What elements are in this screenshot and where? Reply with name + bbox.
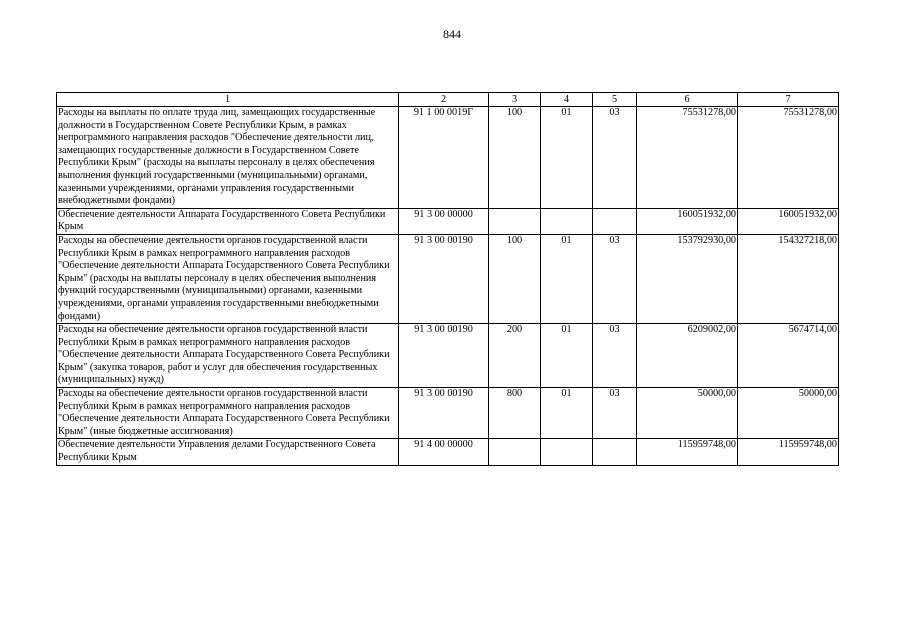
table-row bbox=[57, 107, 839, 209]
row-sum1-cell: 6209002,00 bbox=[637, 324, 738, 388]
row-name-cell: Расходы на обеспечение деятельности органов государственной власти Республики Крым в рамках непрограммного направления расходов "Обеспечение деятельности Аппарата Государственного Совета Республики Крым" (закупка товаров, работ и услуг для обеспечения государственных (муниципальных) нужд) bbox=[57, 324, 399, 388]
row-name-cell: Обеспечение деятельности Управления делами Государственного Совета Республики Крым bbox=[57, 439, 399, 465]
row-vr-cell bbox=[489, 439, 541, 465]
header-cell: 7 bbox=[738, 93, 839, 107]
row-rz-cell: 01 bbox=[541, 107, 593, 209]
row-csr-cell: 91 3 00 00190 bbox=[399, 324, 489, 388]
table-row bbox=[57, 324, 839, 388]
row-rz-cell: 01 bbox=[541, 324, 593, 388]
row-vr-cell: 100 bbox=[489, 234, 541, 323]
row-csr-cell: 91 1 00 0019Г bbox=[399, 107, 489, 209]
row-pr-cell: 03 bbox=[593, 234, 637, 323]
table-row bbox=[57, 234, 839, 323]
row-sum1-cell: 115959748,00 bbox=[637, 439, 738, 465]
row-vr-cell bbox=[489, 208, 541, 234]
header-cell: 4 bbox=[541, 93, 593, 107]
page-number: 844 bbox=[443, 27, 461, 41]
row-csr-cell: 91 3 00 00190 bbox=[399, 234, 489, 323]
table-header-row bbox=[57, 93, 839, 107]
table-row bbox=[57, 439, 839, 465]
row-sum1-cell: 153792930,00 bbox=[637, 234, 738, 323]
row-name-cell: Обеспечение деятельности Аппарата Государственного Совета Республики Крым bbox=[57, 208, 399, 234]
row-csr-cell: 91 4 00 00000 bbox=[399, 439, 489, 465]
table-row bbox=[57, 388, 839, 439]
header-cell: 1 bbox=[57, 93, 399, 107]
row-rz-cell bbox=[541, 208, 593, 234]
row-csr-cell: 91 3 00 00190 bbox=[399, 388, 489, 439]
row-sum1-cell: 75531278,00 bbox=[637, 107, 738, 209]
row-sum2-cell: 115959748,00 bbox=[738, 439, 839, 465]
header-cell: 5 bbox=[593, 93, 637, 107]
row-pr-cell: 03 bbox=[593, 107, 637, 209]
row-pr-cell: 03 bbox=[593, 324, 637, 388]
row-name-cell: Расходы на выплаты по оплате труда лиц, замещающих государственные должности в Государственном Совете Республики Крым, в рамках непрограммного направления расходов "Обеспечение деятельности лиц, замещающих государственные должности в Государственном Совете Республики Крым" (расходы на выплаты персоналу в целях обеспечения выполнения функций государственными (муниципальными) органами, казенными учреждениями, органами управления государственными внебюджетными фондами) bbox=[57, 107, 399, 209]
row-pr-cell bbox=[593, 439, 637, 465]
row-vr-cell: 200 bbox=[489, 324, 541, 388]
header-cell: 3 bbox=[489, 93, 541, 107]
header-cell: 2 bbox=[399, 93, 489, 107]
row-vr-cell: 100 bbox=[489, 107, 541, 209]
row-name-cell: Расходы на обеспечение деятельности органов государственной власти Республики Крым в рамках непрограммного направления расходов "Обеспечение деятельности Аппарата Государственного Совета Республики Крым" (расходы на выплаты персоналу в целях обеспечения выполнения функций государственными (муниципальными) органами, казенными учреждениями, органами управления государственными внебюджетными фондами) bbox=[57, 234, 399, 323]
row-rz-cell bbox=[541, 439, 593, 465]
row-sum1-cell: 50000,00 bbox=[637, 388, 738, 439]
row-sum2-cell: 75531278,00 bbox=[738, 107, 839, 209]
budget-table bbox=[56, 92, 839, 466]
row-pr-cell bbox=[593, 208, 637, 234]
row-sum2-cell: 50000,00 bbox=[738, 388, 839, 439]
row-sum1-cell: 160051932,00 bbox=[637, 208, 738, 234]
row-sum2-cell: 5674714,00 bbox=[738, 324, 839, 388]
table-row bbox=[57, 208, 839, 234]
row-sum2-cell: 160051932,00 bbox=[738, 208, 839, 234]
row-pr-cell: 03 bbox=[593, 388, 637, 439]
row-vr-cell: 800 bbox=[489, 388, 541, 439]
header-cell: 6 bbox=[637, 93, 738, 107]
row-sum2-cell: 154327218,00 bbox=[738, 234, 839, 323]
row-rz-cell: 01 bbox=[541, 388, 593, 439]
row-csr-cell: 91 3 00 00000 bbox=[399, 208, 489, 234]
row-name-cell: Расходы на обеспечение деятельности органов государственной власти Республики Крым в рамках непрограммного направления расходов "Обеспечение деятельности Аппарата Государственного Совета Республики Крым" (иные бюджетные ассигнования) bbox=[57, 388, 399, 439]
row-rz-cell: 01 bbox=[541, 234, 593, 323]
